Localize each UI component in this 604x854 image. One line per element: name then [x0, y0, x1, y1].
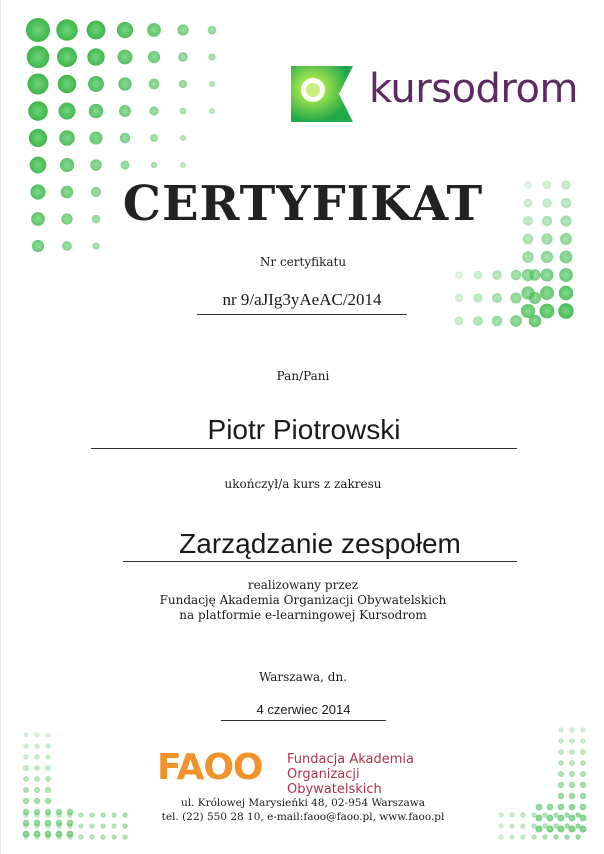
- decorative-dot: [529, 269, 540, 280]
- decorative-dot: [531, 834, 536, 839]
- decorative-dot: [119, 105, 131, 117]
- decorative-dot: [575, 834, 580, 839]
- decorative-dot: [492, 293, 502, 303]
- decorative-dot: [511, 270, 521, 280]
- decorative-dot: [120, 133, 130, 143]
- decorative-dot: [558, 771, 564, 777]
- decorative-dot: [558, 303, 573, 318]
- completed-label: ukończył/a kurs z zakresu: [224, 477, 382, 491]
- decorative-dot: [510, 315, 522, 327]
- decorative-dot: [580, 771, 586, 777]
- decorative-dot: [56, 19, 77, 40]
- decorative-dot: [575, 823, 580, 828]
- decorative-dot: [473, 293, 482, 302]
- realized-line-2: Fundację Akademia Organizacji Obywatelskich: [159, 593, 447, 607]
- decorative-dot: [558, 738, 563, 743]
- decorative-dot: [580, 727, 585, 732]
- decorative-dot: [78, 823, 83, 828]
- decorative-dot: [89, 823, 94, 828]
- faoo-logo: [157, 748, 457, 797]
- decorative-dot: [540, 268, 553, 281]
- faoo-logo-letters: FAOO: [157, 748, 263, 784]
- decorative-dot: [542, 834, 547, 839]
- place-label: Warszawa, dn.: [258, 670, 348, 684]
- decorative-dot: [34, 776, 40, 782]
- decorative-dot: [455, 271, 463, 279]
- decorative-dot: [180, 162, 186, 168]
- decorative-dot: [45, 834, 50, 839]
- decorative-dot: [569, 760, 575, 766]
- decorative-dot: [558, 727, 563, 732]
- decorative-dot: [148, 51, 160, 63]
- decorative-dot: [62, 241, 72, 251]
- decorative-dot: [177, 24, 188, 35]
- decorative-dot: [520, 823, 525, 828]
- decorative-dot: [89, 834, 94, 839]
- decorative-dot: [23, 743, 28, 748]
- decorative-dot: [558, 760, 564, 766]
- decorative-dot: [580, 826, 587, 833]
- decorative-dot: [27, 46, 50, 69]
- decorative-dot: [580, 749, 586, 755]
- faoo-org-name-line-1: Fundacja Akademia: [287, 752, 414, 767]
- decorative-dot: [147, 23, 161, 37]
- decorative-dot: [560, 233, 572, 245]
- decorative-dot: [78, 834, 83, 839]
- decorative-dot: [100, 834, 105, 839]
- decorative-dot: [87, 21, 106, 40]
- address-line-2: tel. (22) 550 28 10, e-mail:faoo@faoo.pl, www.faoo.pl: [161, 811, 445, 823]
- faoo-org-name-line-2: Organizacji Obywatelskich: [287, 767, 382, 797]
- decorative-dot: [149, 79, 160, 90]
- certificate-title: CERTYFIKAT: [122, 176, 484, 232]
- faoo-org-name: [287, 752, 457, 797]
- decorative-dot: [455, 294, 463, 302]
- decorative-dot: [23, 776, 29, 782]
- decorative-dot: [122, 834, 127, 839]
- decorative-dot: [46, 733, 51, 738]
- decorative-dot: [23, 765, 29, 771]
- decorative-dot: [56, 834, 61, 839]
- decorative-dot: [32, 240, 44, 252]
- decorative-dot: [111, 823, 116, 828]
- realized-line-3: na platformie e-learningowej Kursodrom: [179, 608, 427, 622]
- decorative-dot: [569, 749, 575, 755]
- kursodrom-logo-icon: [291, 64, 361, 124]
- decorative-dot: [117, 22, 133, 38]
- decorative-dot: [45, 765, 51, 771]
- decorative-dot: [34, 823, 39, 828]
- decorative-dot: [90, 159, 102, 171]
- decorative-dot: [45, 823, 50, 828]
- decorative-dot: [542, 823, 547, 828]
- decorative-dot: [564, 823, 569, 828]
- decorative-dot: [559, 286, 574, 301]
- decorative-dot: [558, 826, 565, 833]
- decorative-dot: [569, 738, 574, 743]
- footer-address: [1, 796, 604, 824]
- decorative-dot: [558, 749, 564, 755]
- decorative-dot: [180, 108, 187, 115]
- decorative-dot: [180, 135, 186, 141]
- decorative-dot: [208, 53, 215, 60]
- decorative-dot: [540, 304, 555, 319]
- decorative-dot: [151, 162, 157, 168]
- decorative-dot: [473, 316, 483, 326]
- decorative-dot: [569, 782, 575, 788]
- decorative-dot: [580, 782, 586, 788]
- decorative-dot: [509, 823, 514, 828]
- decorative-dot: [498, 834, 503, 839]
- decorative-dot: [492, 316, 503, 327]
- decorative-dot: [547, 826, 554, 833]
- decorative-dot: [149, 106, 158, 115]
- decorative-dot: [100, 823, 105, 828]
- decorative-dot: [509, 834, 514, 839]
- decorative-dot: [45, 787, 51, 793]
- decorative-dot: [529, 315, 542, 328]
- decorative-dot: [27, 73, 48, 94]
- decorative-dot: [67, 834, 72, 839]
- decorative-dot: [498, 823, 503, 828]
- decorative-dot: [87, 48, 104, 65]
- decorative-dot: [122, 823, 127, 828]
- realized-line-1: realizowany przez: [247, 578, 359, 592]
- decorative-dot: [179, 80, 187, 88]
- decorative-dot: [510, 292, 521, 303]
- decorative-dot: [59, 130, 75, 146]
- kursodrom-logo-text: kursodrom: [369, 66, 578, 112]
- decorative-dot: [45, 754, 50, 759]
- decorative-dot: [28, 101, 48, 121]
- decorative-dot: [118, 77, 131, 90]
- decorative-dot: [34, 765, 40, 771]
- issue-date: 4 czerwiec 2014: [221, 702, 386, 721]
- decorative-dot: [569, 826, 576, 833]
- decorative-dot: [474, 271, 483, 280]
- decorative-dot: [57, 47, 77, 67]
- decorative-dot: [541, 233, 552, 244]
- decorative-dot: [23, 787, 29, 793]
- decorative-dot: [24, 733, 29, 738]
- decorative-dot: [523, 234, 534, 245]
- decorative-dot: [553, 823, 558, 828]
- decorative-dot: [23, 834, 28, 839]
- decorative-dot: [92, 242, 99, 249]
- decorative-dot: [580, 760, 586, 766]
- decorative-dot: [60, 158, 74, 172]
- decorative-dot: [569, 771, 575, 777]
- decorative-dot: [58, 102, 75, 119]
- decorative-dot: [492, 270, 502, 280]
- kursodrom-logo: [291, 64, 587, 124]
- decorative-dot: [45, 776, 51, 782]
- decorative-dot: [531, 823, 536, 828]
- decorative-dot: [558, 782, 564, 788]
- decorative-dot: [580, 738, 585, 743]
- decorative-dot: [569, 727, 574, 732]
- decorative-dot: [455, 317, 464, 326]
- decorative-dot: [209, 81, 215, 87]
- decorative-dot: [30, 157, 47, 174]
- decorative-dot: [88, 76, 104, 92]
- decorative-dot: [58, 75, 76, 93]
- decorative-dot: [529, 292, 541, 304]
- decorative-dot: [121, 161, 130, 170]
- certificate-number-label: Nr certyfikatu: [259, 255, 347, 269]
- course-name: Zarządzanie zespołem: [123, 528, 517, 562]
- decorative-dot: [45, 743, 50, 748]
- decorative-dot: [56, 823, 61, 828]
- faoo-logo-mark: [157, 748, 277, 784]
- decorative-dot: [209, 108, 215, 114]
- recipient-label: Pan/Pani: [276, 369, 330, 383]
- decorative-dot: [540, 286, 554, 300]
- decorative-dot: [111, 834, 116, 839]
- decorative-dot: [34, 834, 39, 839]
- decorative-dot: [35, 733, 40, 738]
- recipient-name: Piotr Piotrowski: [91, 414, 517, 449]
- decorative-dot: [559, 268, 573, 282]
- decorative-dot: [26, 18, 50, 42]
- decorative-dot: [34, 754, 39, 759]
- decorative-dot: [34, 787, 40, 793]
- decorative-dot: [564, 834, 569, 839]
- decorative-dot: [178, 52, 188, 62]
- decorative-dot: [29, 129, 47, 147]
- decorative-dot: [520, 834, 525, 839]
- decorative-dot: [208, 26, 217, 35]
- decorative-dot: [536, 826, 543, 833]
- decorative-dot: [90, 132, 103, 145]
- decorative-dot: [150, 134, 158, 142]
- decorative-dot: [553, 834, 558, 839]
- realized-by-text: [1, 578, 604, 623]
- decorative-dot: [118, 50, 133, 65]
- decorative-dot: [23, 754, 28, 759]
- address-line-1: ul. Królowej Marysieńki 48, 02-954 Warszawa: [180, 797, 426, 809]
- decorative-dot: [67, 823, 72, 828]
- decorative-dot: [34, 743, 39, 748]
- decorative-dot: [89, 104, 103, 118]
- certificate-number-value: nr 9/aJIg3yAeAC/2014: [197, 290, 407, 315]
- decorative-dot: [23, 823, 28, 828]
